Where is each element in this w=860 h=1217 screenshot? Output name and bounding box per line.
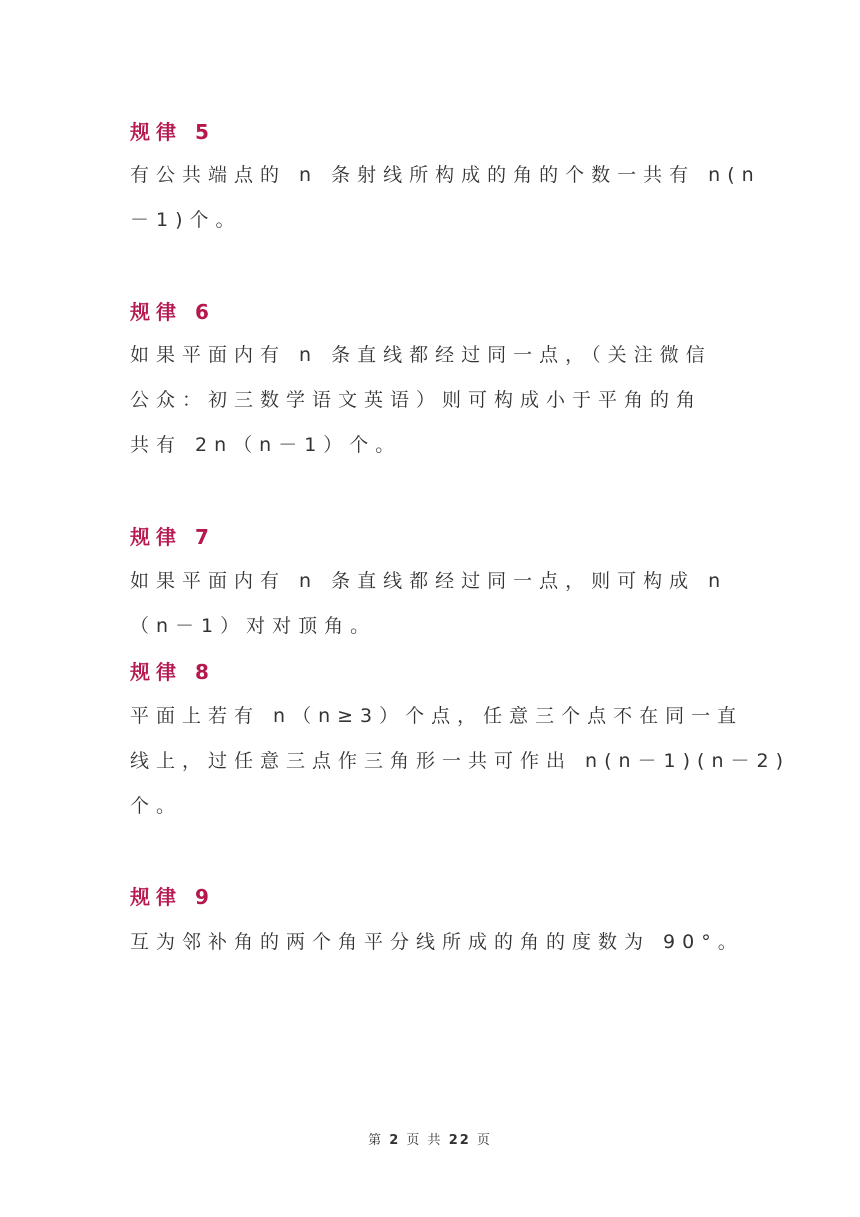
rule-9-heading: 规律 9 xyxy=(130,885,215,909)
rule-6-heading: 规律 6 xyxy=(130,300,215,324)
rule-7-line-1: 如果平面内有 n 条直线都经过同一点，则可构成 n xyxy=(130,570,728,592)
rule-5-heading: 规律 5 xyxy=(130,120,215,144)
footer-prefix: 第 xyxy=(368,1133,384,1148)
footer-suffix: 页 xyxy=(476,1133,492,1148)
rule-9-line-1: 互为邻补角的两个角平分线所成的角的度数为 90°。 xyxy=(130,931,744,953)
rule-7-heading: 规律 7 xyxy=(130,525,215,549)
rule-5-line-2: －1)个。 xyxy=(130,209,242,231)
rule-6-line-3: 共有 2n（n－1）个。 xyxy=(130,434,402,456)
footer-total-pages: 22 xyxy=(448,1133,471,1148)
footer-middle: 页 共 xyxy=(406,1133,443,1148)
rule-7-line-2: （n－1）对对顶角。 xyxy=(130,615,377,637)
rule-8-line-3: 个。 xyxy=(130,795,183,817)
rule-8-line-2: 线上，过任意三点作三角形一共可作出 n(n－1)(n－2) xyxy=(130,750,790,772)
rule-5-line-1: 有公共端点的 n 条射线所构成的角的个数一共有 n(n xyxy=(130,164,761,186)
rule-6-line-1: 如果平面内有 n 条直线都经过同一点，（关注微信 xyxy=(130,344,712,366)
rule-8-line-1: 平面上若有 n（n≥3）个点，任意三个点不在同一直 xyxy=(130,705,744,727)
rule-8-heading: 规律 8 xyxy=(130,660,215,684)
rule-6-line-2: 公众：初三数学语文英语）则可构成小于平角的角 xyxy=(130,389,703,411)
footer-current-page: 2 xyxy=(389,1133,401,1148)
page-footer xyxy=(0,1129,860,1148)
